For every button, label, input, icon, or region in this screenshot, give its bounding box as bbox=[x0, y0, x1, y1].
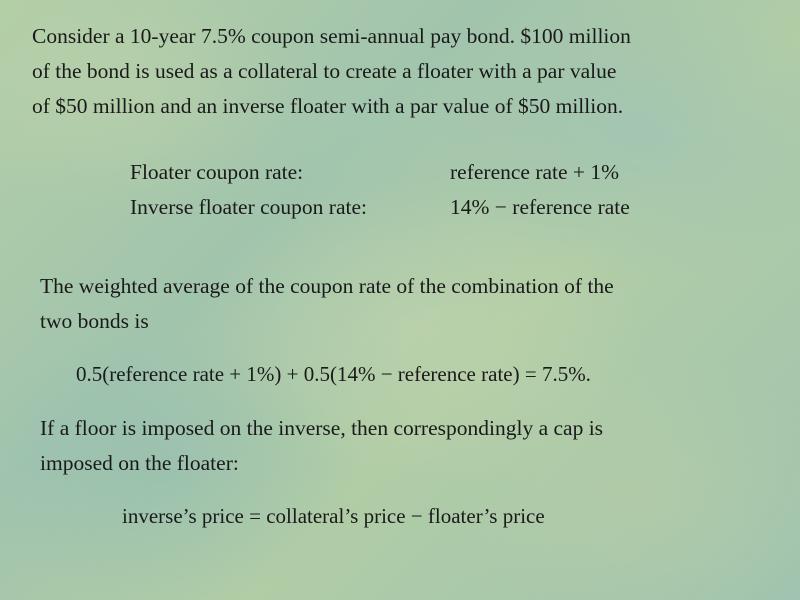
inverse-floater-rate-row bbox=[130, 190, 630, 225]
intro-line: of the bond is used as a collateral to create a floater with a par value bbox=[32, 59, 617, 83]
floater-rate-value: reference rate + 1% bbox=[450, 160, 620, 184]
intro-paragraph bbox=[32, 19, 792, 124]
floor-cap-line: imposed on the floater: bbox=[40, 451, 239, 475]
weighted-average-line: The weighted average of the coupon rate of the combination of the bbox=[40, 274, 614, 298]
weighted-average-line: two bonds is bbox=[40, 309, 149, 333]
floater-rate-label: Floater coupon rate: bbox=[130, 160, 304, 184]
floater-rate-row bbox=[130, 155, 630, 190]
inverse-floater-rate-label: Inverse floater coupon rate: bbox=[130, 195, 367, 219]
weighted-average-paragraph bbox=[40, 269, 780, 339]
intro-line: Consider a 10-year 7.5% coupon semi-annual pay bond. $100 million bbox=[32, 24, 631, 48]
floor-cap-line: If a floor is imposed on the inverse, then correspondingly a cap is bbox=[40, 416, 604, 440]
coupon-rates-table bbox=[130, 155, 630, 225]
price-equation: inverse’s price = collateral’s price − floater’s price bbox=[122, 504, 545, 528]
intro-line: of $50 million and an inverse floater with a par value of $50 million. bbox=[32, 94, 624, 118]
inverse-floater-rate-value: 14% − reference rate bbox=[450, 195, 630, 219]
floor-cap-paragraph bbox=[40, 411, 780, 481]
weighted-average-equation: 0.5(reference rate + 1%) + 0.5(14% − reference rate) = 7.5%. bbox=[76, 362, 591, 386]
